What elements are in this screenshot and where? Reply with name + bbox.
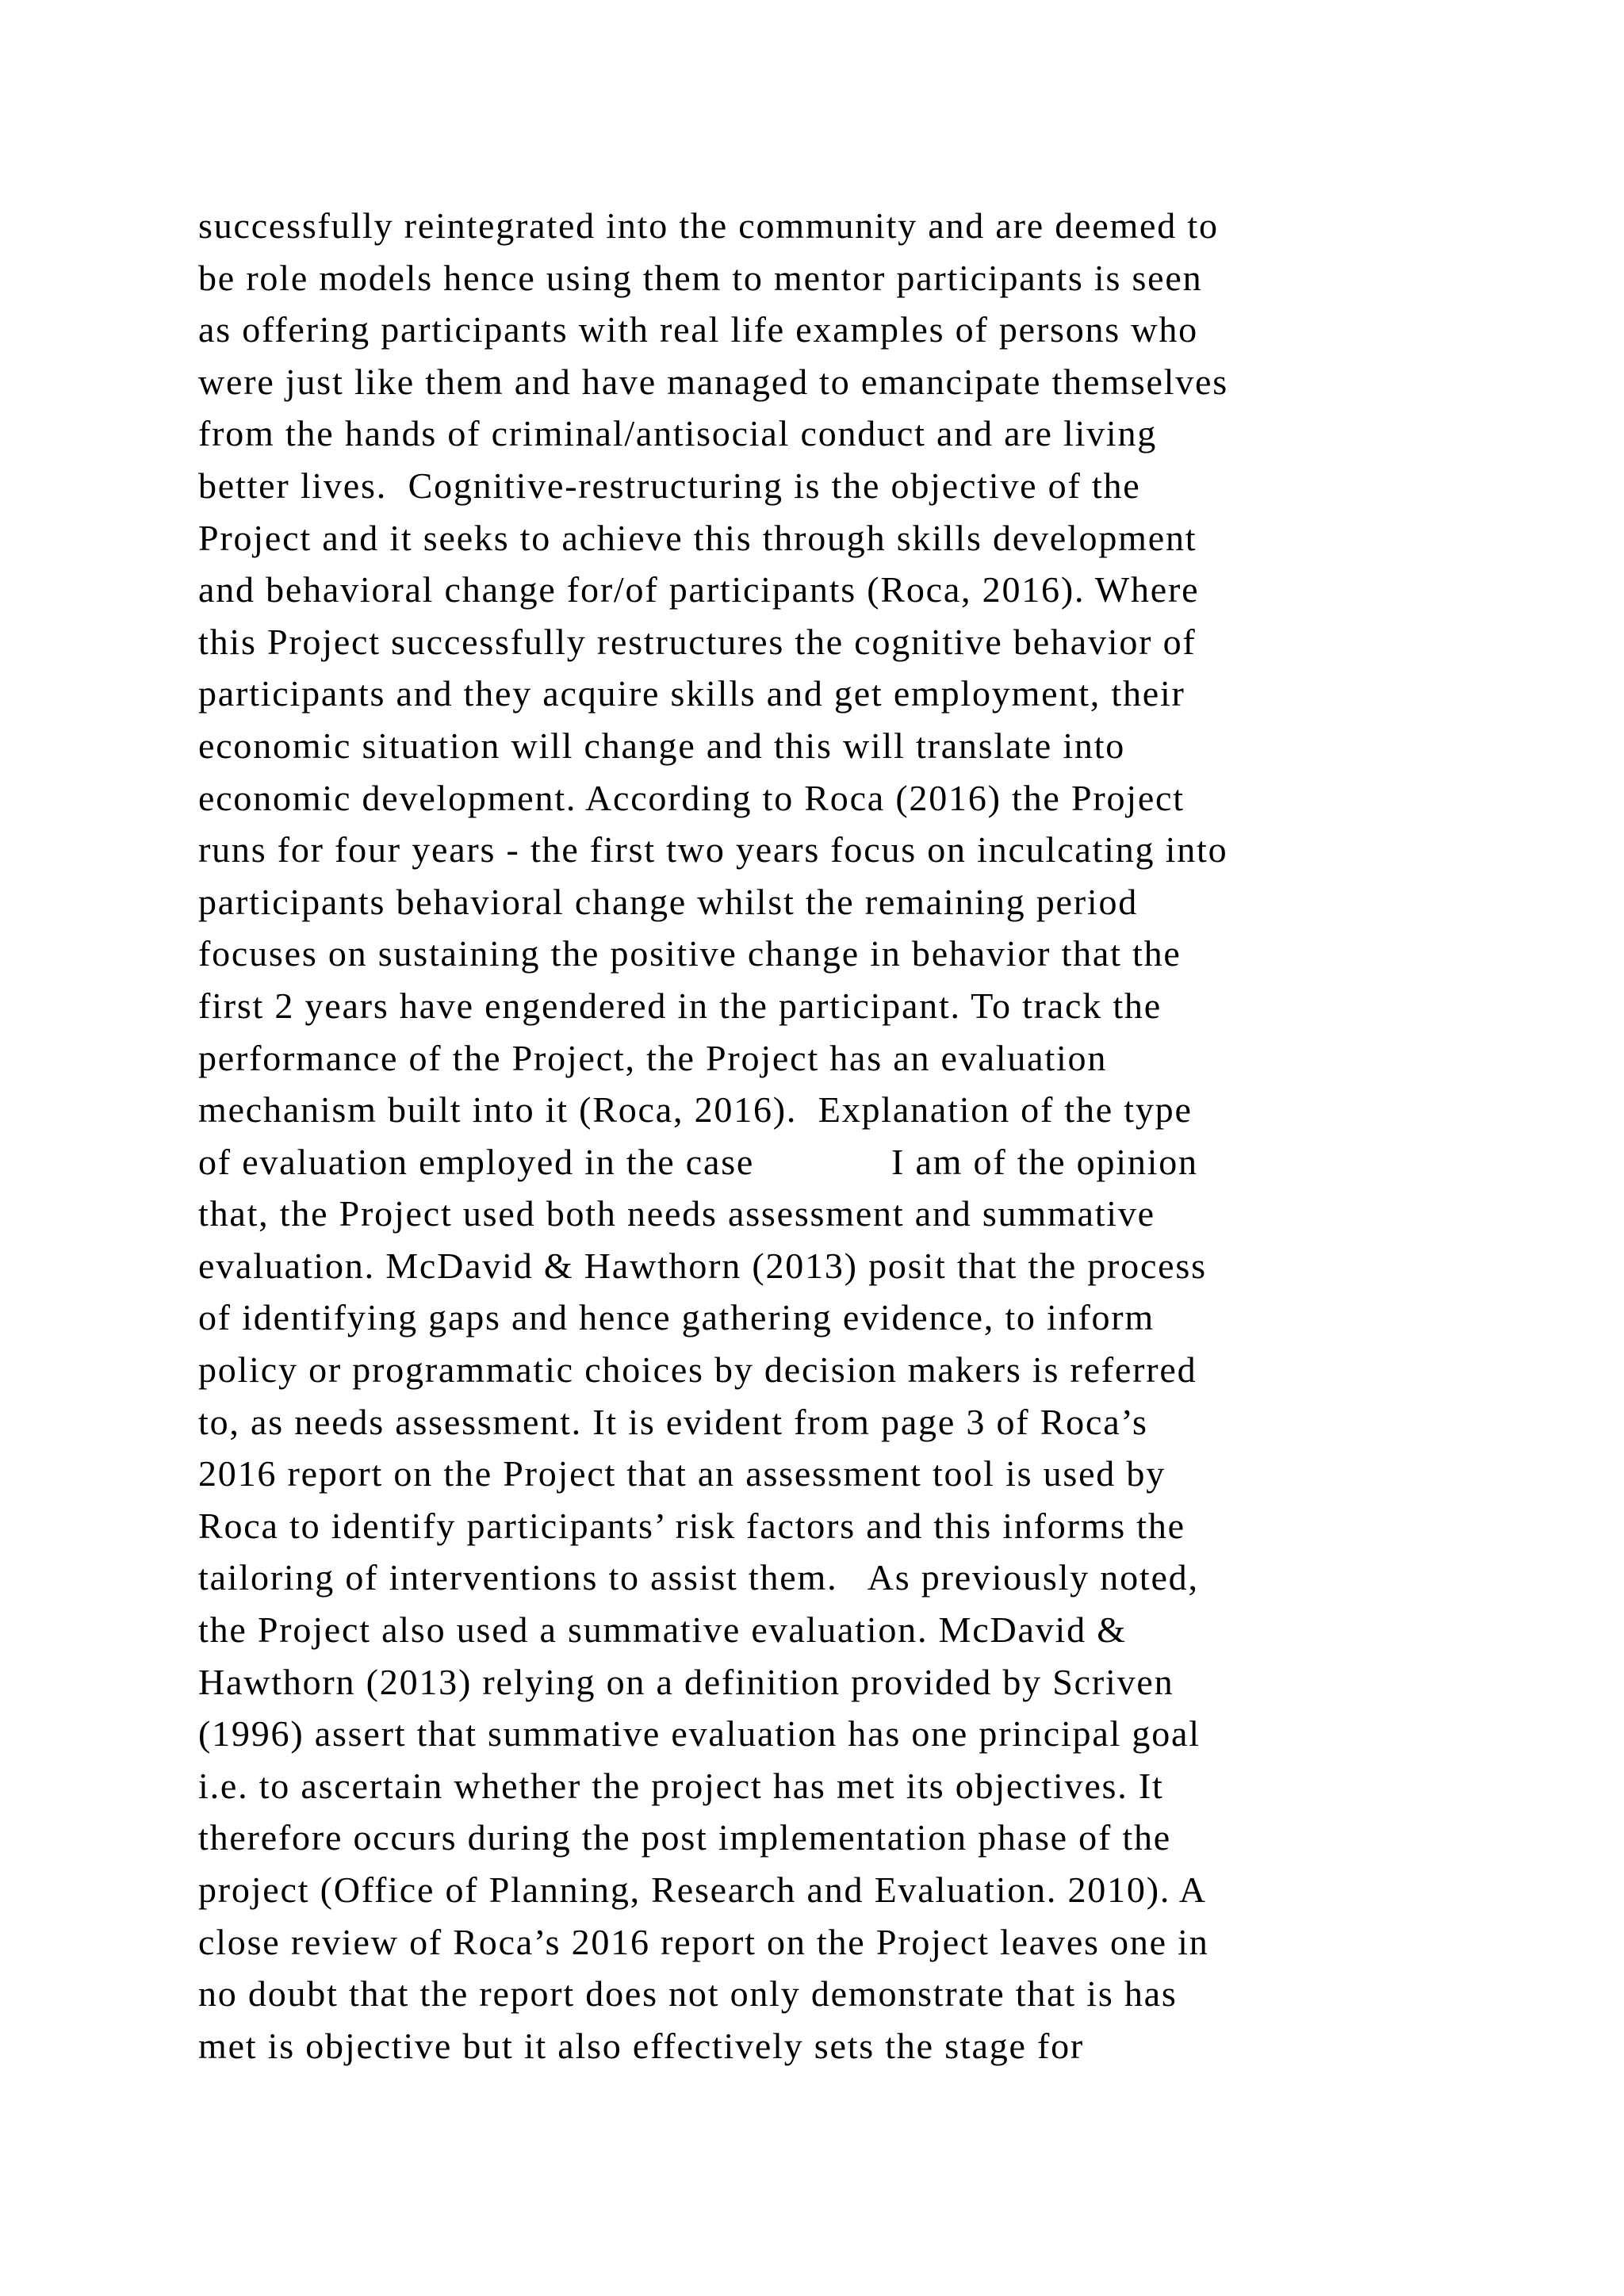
text-line: mechanism built into it (Roca, 2016). Explanation of the type bbox=[198, 1089, 1193, 1131]
text-line: performance of the Project, the Project has an evaluation bbox=[198, 1037, 1108, 1078]
text-line: from the hands of criminal/antisocial conduct and are living bbox=[198, 413, 1158, 454]
text-line: successfully reintegrated into the community and are deemed to bbox=[198, 205, 1219, 246]
text-line: the Project also used a summative evaluation. McDavid & bbox=[198, 1609, 1127, 1651]
text-line: this Project successfully restructures the cognitive behavior of bbox=[198, 621, 1197, 662]
text-line: Roca to identify participants’ risk factors and this informs the bbox=[198, 1505, 1185, 1546]
text-line: as offering participants with real life examples of persons who bbox=[198, 309, 1198, 350]
text-line: and behavioral change for/of participants (Roca, 2016). Where bbox=[198, 569, 1200, 610]
text-line: evaluation. McDavid & Hawthorn (2013) posit that the process bbox=[198, 1245, 1207, 1286]
text-line: to, as needs assessment. It is evident from page 3 of Roca’s bbox=[198, 1401, 1148, 1442]
text-line: project (Office of Planning, Research and Evaluation. 2010). A bbox=[198, 1869, 1207, 1910]
text-line: no doubt that the report does not only demonstrate that is has bbox=[198, 1973, 1178, 2015]
text-line: met is objective but it also effectively sets the stage for bbox=[198, 2025, 1085, 2066]
text-line: Project and it seeks to achieve this through skills development bbox=[198, 517, 1197, 558]
text-line: (1996) assert that summative evaluation has one principal goal bbox=[198, 1713, 1201, 1755]
body-text bbox=[198, 200, 1483, 2072]
text-line: be role models hence using them to mentor participants is seen bbox=[198, 257, 1203, 298]
text-line: economic situation will change and this will translate into bbox=[198, 725, 1126, 766]
text-line: of identifying gaps and hence gathering evidence, to inform bbox=[198, 1297, 1155, 1338]
text-line: participants and they acquire skills and get employment, their bbox=[198, 673, 1185, 714]
text-line: of evaluation employed in the case I am of the opinion bbox=[198, 1141, 1198, 1182]
text-line: policy or programmatic choices by decision makers is referred bbox=[198, 1349, 1197, 1391]
text-line: that, the Project used both needs assessment and summative bbox=[198, 1193, 1155, 1234]
text-line: 2016 report on the Project that an assessment tool is used by bbox=[198, 1453, 1166, 1494]
text-line: Hawthorn (2013) relying on a definition provided by Scriven bbox=[198, 1661, 1174, 1702]
text-line: tailoring of interventions to assist them. As previously noted, bbox=[198, 1557, 1199, 1598]
text-line: better lives. Cognitive-restructuring is the objective of the bbox=[198, 465, 1141, 506]
text-line: were just like them and have managed to emancipate themselves bbox=[198, 361, 1228, 402]
text-line: runs for four years - the first two years focus on inculcating into bbox=[198, 829, 1228, 871]
text-line: i.e. to ascertain whether the project has met its objectives. It bbox=[198, 1765, 1164, 1806]
text-line: close review of Roca’s 2016 report on the Project leaves one in bbox=[198, 1921, 1209, 1962]
text-line: first 2 years have engendered in the participant. To track the bbox=[198, 985, 1162, 1026]
text-line: economic development. According to Roca (2016) the Project bbox=[198, 777, 1185, 818]
text-line: participants behavioral change whilst the remaining period bbox=[198, 881, 1139, 922]
text-line: therefore occurs during the post implementation phase of the bbox=[198, 1817, 1171, 1858]
text-line: focuses on sustaining the positive change in behavior that the bbox=[198, 933, 1182, 974]
